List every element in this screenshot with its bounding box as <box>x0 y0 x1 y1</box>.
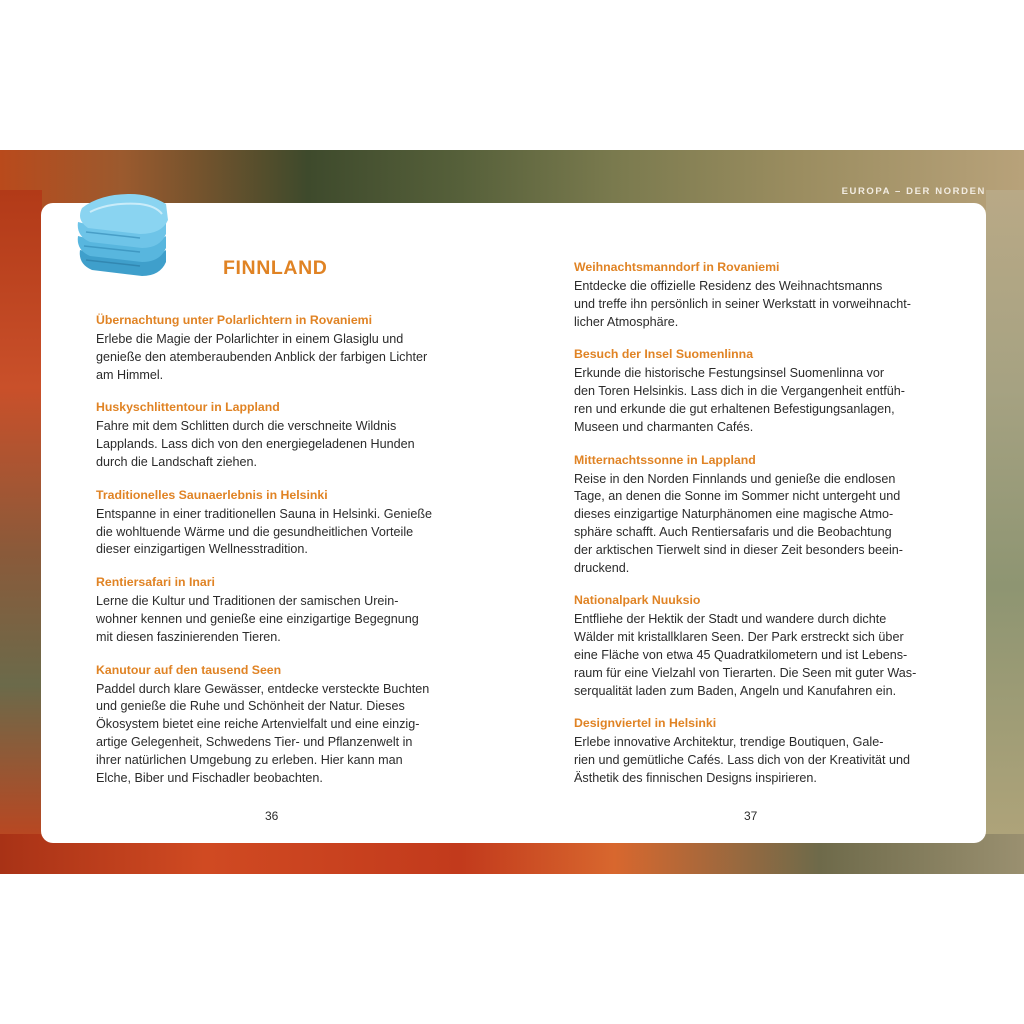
section <box>574 452 934 578</box>
section-heading: Huskyschlittentour in Lappland <box>96 400 280 415</box>
section-body: Erlebe innovative Architektur, trendige Boutiquen, Gale- rien und gemütliche Cafés. Lass dich von der Kreativität und Ästhetik des finnischen Designs inspirieren. <box>574 735 911 785</box>
section-heading: Designviertel in Helsinki <box>574 716 717 731</box>
section <box>96 312 456 384</box>
background-left-band <box>0 190 42 850</box>
section-body: Entdecke die offizielle Residenz des Weihnachtsmanns und treffe ihn persönlich in seiner Werkstatt in vorweihnacht- licher Atmosphäre. <box>574 279 911 329</box>
section-body: Entspanne in einer traditionellen Sauna in Helsinki. Genieße die wohltuende Wärme und die gesundheitlichen Vorteile dieser einzigartigen Wellnesstradition. <box>96 506 433 557</box>
section-body: Erkunde die historische Festungsinsel Suomenlinna vor den Toren Helsinkis. Lass dich in die Vergangenheit entfüh- ren und erkunde die gut erhaltenen Befestigungsanlagen, Museen und charmanten Cafés. <box>574 366 905 434</box>
section <box>96 574 456 646</box>
left-column <box>96 312 456 802</box>
section-body: Reise in den Norden Finnlands und genieße die endlosen Tage, an denen die Sonne im Sommer nicht untergeht und dieses einzigartige Naturphänomen eine magische Atmo- sphäre schafft. Auch Rentiersafaris und die Beobachtung der arktischen Tierwelt sind in dieser Zeit besonders beein- druckend. <box>574 471 903 575</box>
section-heading: Nationalpark Nuuksio <box>574 593 701 608</box>
towel-stack-icon <box>70 190 172 278</box>
page-number-right: 37 <box>744 809 758 823</box>
section <box>96 399 456 471</box>
section-heading: Kanutour auf den tausend Seen <box>96 662 282 677</box>
section-body: Erlebe die Magie der Polarlichter in einem Glasiglu und genieße den atemberaubenden Anblick der farbigen Lichter am Himmel. <box>96 332 428 382</box>
section-heading: Traditionelles Saunaerlebnis in Helsinki <box>96 487 328 502</box>
chapter-title: FINNLAND <box>223 257 328 279</box>
section <box>96 487 456 559</box>
section-heading: Besuch der Insel Suomenlinna <box>574 347 754 362</box>
section <box>96 662 456 788</box>
page-number-left: 36 <box>265 809 279 823</box>
section <box>574 346 934 436</box>
section-heading: Rentiersafari in Inari <box>96 575 215 590</box>
section-heading: Mitternachtssonne in Lappland <box>574 452 756 467</box>
section-heading: Übernachtung unter Polarlichtern in Rovaniemi <box>96 313 373 327</box>
section-body: Fahre mit dem Schlitten durch die verschneite Wildnis Lapplands. Lass dich von den energiegeladenen Hunden durch die Landschaft ziehen. <box>96 419 415 469</box>
background-right-band <box>986 190 1024 850</box>
running-head: EUROPA – DER NORDEN <box>841 186 986 197</box>
right-column <box>574 259 934 803</box>
section-heading: Weihnachtsmanndorf in Rovaniemi <box>574 260 780 274</box>
section-body: Paddel durch klare Gewässer, entdecke versteckte Buchten und genieße die Ruhe und Schönheit der Natur. Dieses Ökosystem bietet eine reiche Artenvielfalt und eine einzig- artige Gelegenheit, Schwedens Tier- und Pflanzenwelt in ihrer natürlichen Umgebung zu erleben. Hier kann man Elche, Biber und Fischadler beobachten. <box>96 681 430 785</box>
section <box>574 259 934 331</box>
section <box>574 715 934 787</box>
section-body: Lerne die Kultur und Traditionen der samischen Urein- wohner kennen und genieße eine einzigartige Begegnung mit diesen faszinierenden Tieren. <box>96 594 419 644</box>
section <box>574 592 934 700</box>
section-body: Entfliehe der Hektik der Stadt und wandere durch dichte Wälder mit kristallklaren Seen. Der Park erstreckt sich über eine Fläche von etwa 45 Quadratkilometern und ist Lebens- raum für eine Vielzahl von Tierarten. Die Seen mit guter Was- serqualität laden zum Baden, Angeln und Kanufahren ein. <box>574 612 917 698</box>
